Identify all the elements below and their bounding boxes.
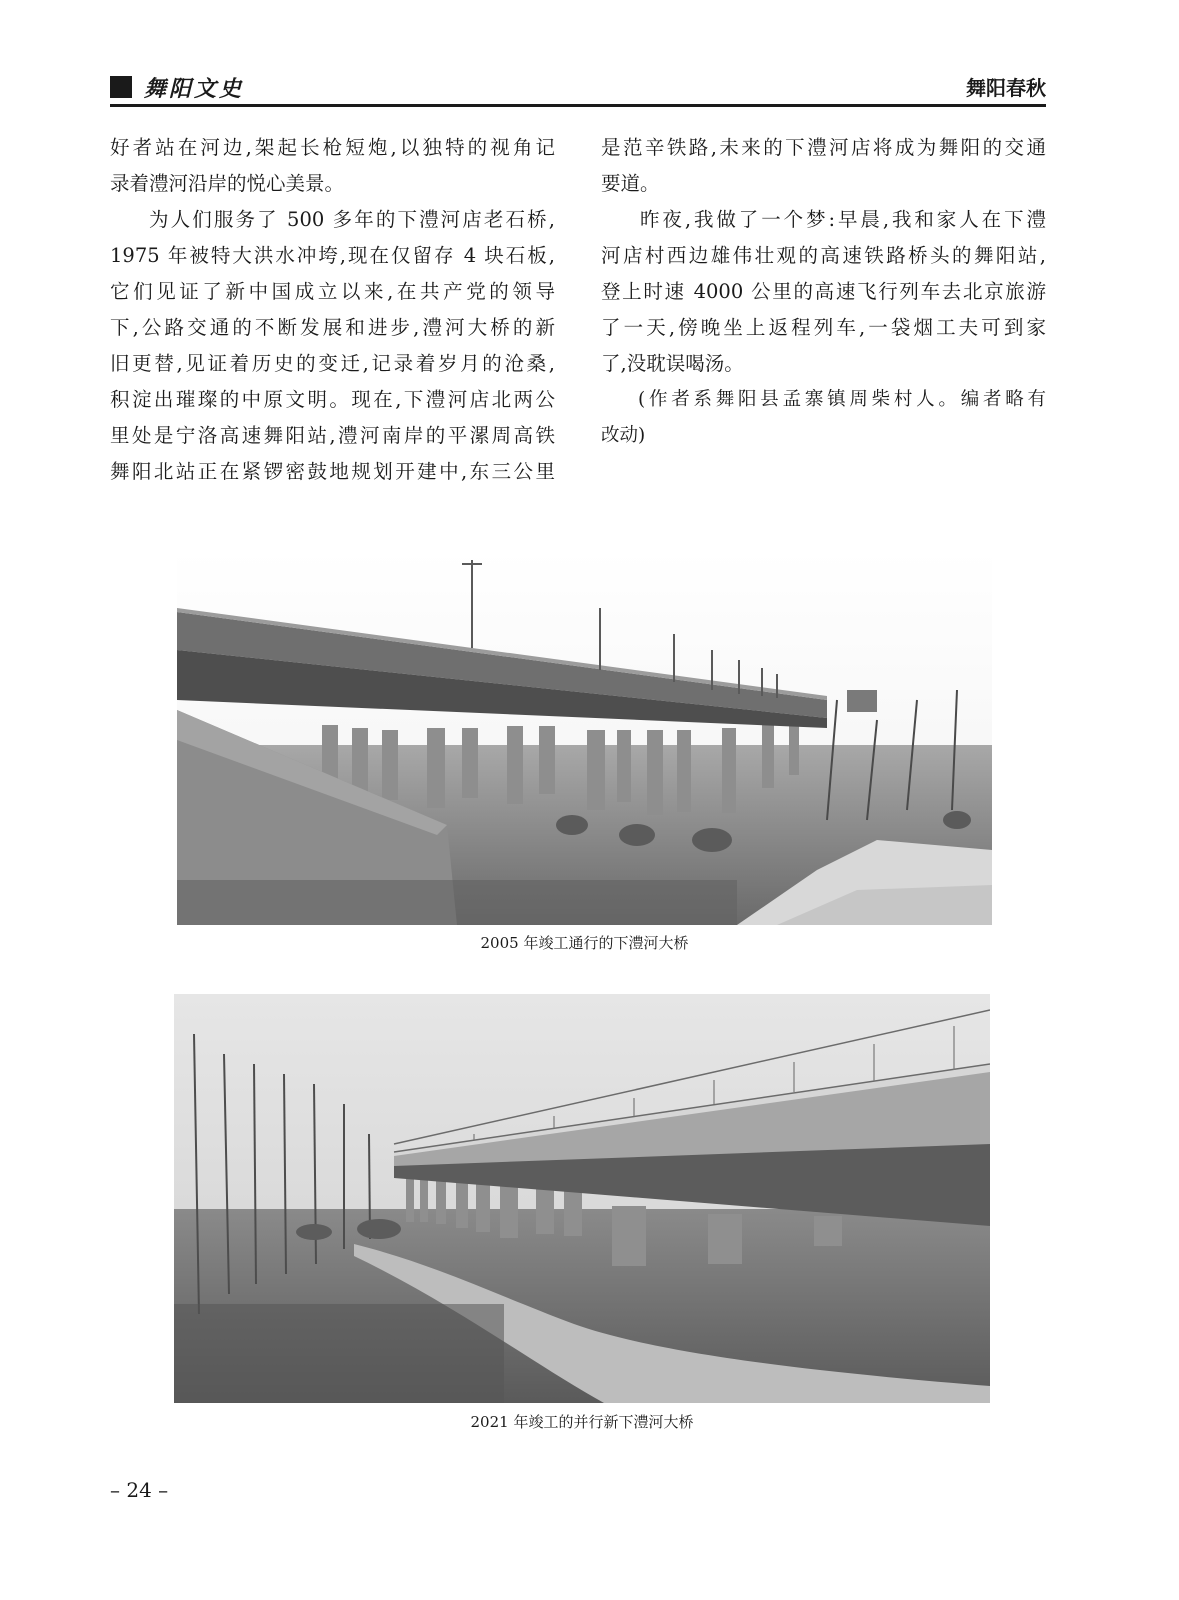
text-line: 旧更替,见证着历史的变迁,记录着岁月的沧桑, [110, 352, 555, 375]
figure-caption: 2021 年竣工的并行新下澧河大桥 [470, 1413, 694, 1431]
left-column [110, 130, 555, 490]
bridge-photo-2005 [177, 550, 992, 925]
text-line: 积淀出璀璨的中原文明。现在,下澧河店北两公 [110, 388, 555, 411]
text-line: 录着澧河沿岸的悦心美景。 [110, 172, 345, 195]
header-rule [110, 104, 1046, 107]
text-line: 昨夜,我做了一个梦:早晨,我和家人在下澧 [640, 208, 1046, 231]
author-note: 改动) [601, 425, 646, 446]
page-number: – 24 – [110, 1478, 169, 1502]
text-line: 1975 年被特大洪水冲垮,现在仅留存 4 块石板, [110, 244, 555, 267]
figure-caption: 2005 年竣工通行的下澧河大桥 [480, 934, 689, 952]
text-line: 下,公路交通的不断发展和进步,澧河大桥的新 [110, 316, 555, 339]
text-line: 登上时速 4000 公里的高速飞行列车去北京旅游 [601, 280, 1046, 303]
text-line: 河店村西边雄伟壮观的高速铁路桥头的舞阳站, [601, 244, 1046, 267]
text-line: 舞阳北站正在紧锣密鼓地规划开建中,东三公里 [110, 460, 555, 483]
text-line: 里处是宁洛高速舞阳站,澧河南岸的平漯周高铁 [110, 424, 555, 447]
text-line: 要道。 [601, 172, 660, 195]
page-header [110, 72, 1046, 108]
header-square-icon [110, 76, 132, 98]
text-line: 了,没耽误喝汤。 [601, 352, 744, 375]
text-line: 为人们服务了 500 多年的下澧河店老石桥, [149, 208, 555, 231]
section-title: 舞阳春秋 [966, 76, 1046, 100]
bridge-photo-2021 [174, 994, 990, 1403]
right-column [601, 130, 1046, 454]
text-line: 它们见证了新中国成立以来,在共产党的领导 [110, 280, 555, 303]
text-line: 好者站在河边,架起长枪短炮,以独特的视角记 [110, 136, 555, 159]
journal-title: 舞阳文史 [144, 76, 245, 102]
author-note: (作者系舞阳县孟寨镇周柴村人。编者略有 [638, 389, 1046, 410]
text-line: 是范辛铁路,未来的下澧河店将成为舞阳的交通 [601, 136, 1046, 159]
text-line: 了一天,傍晚坐上返程列车,一袋烟工夫可到家 [601, 316, 1046, 339]
